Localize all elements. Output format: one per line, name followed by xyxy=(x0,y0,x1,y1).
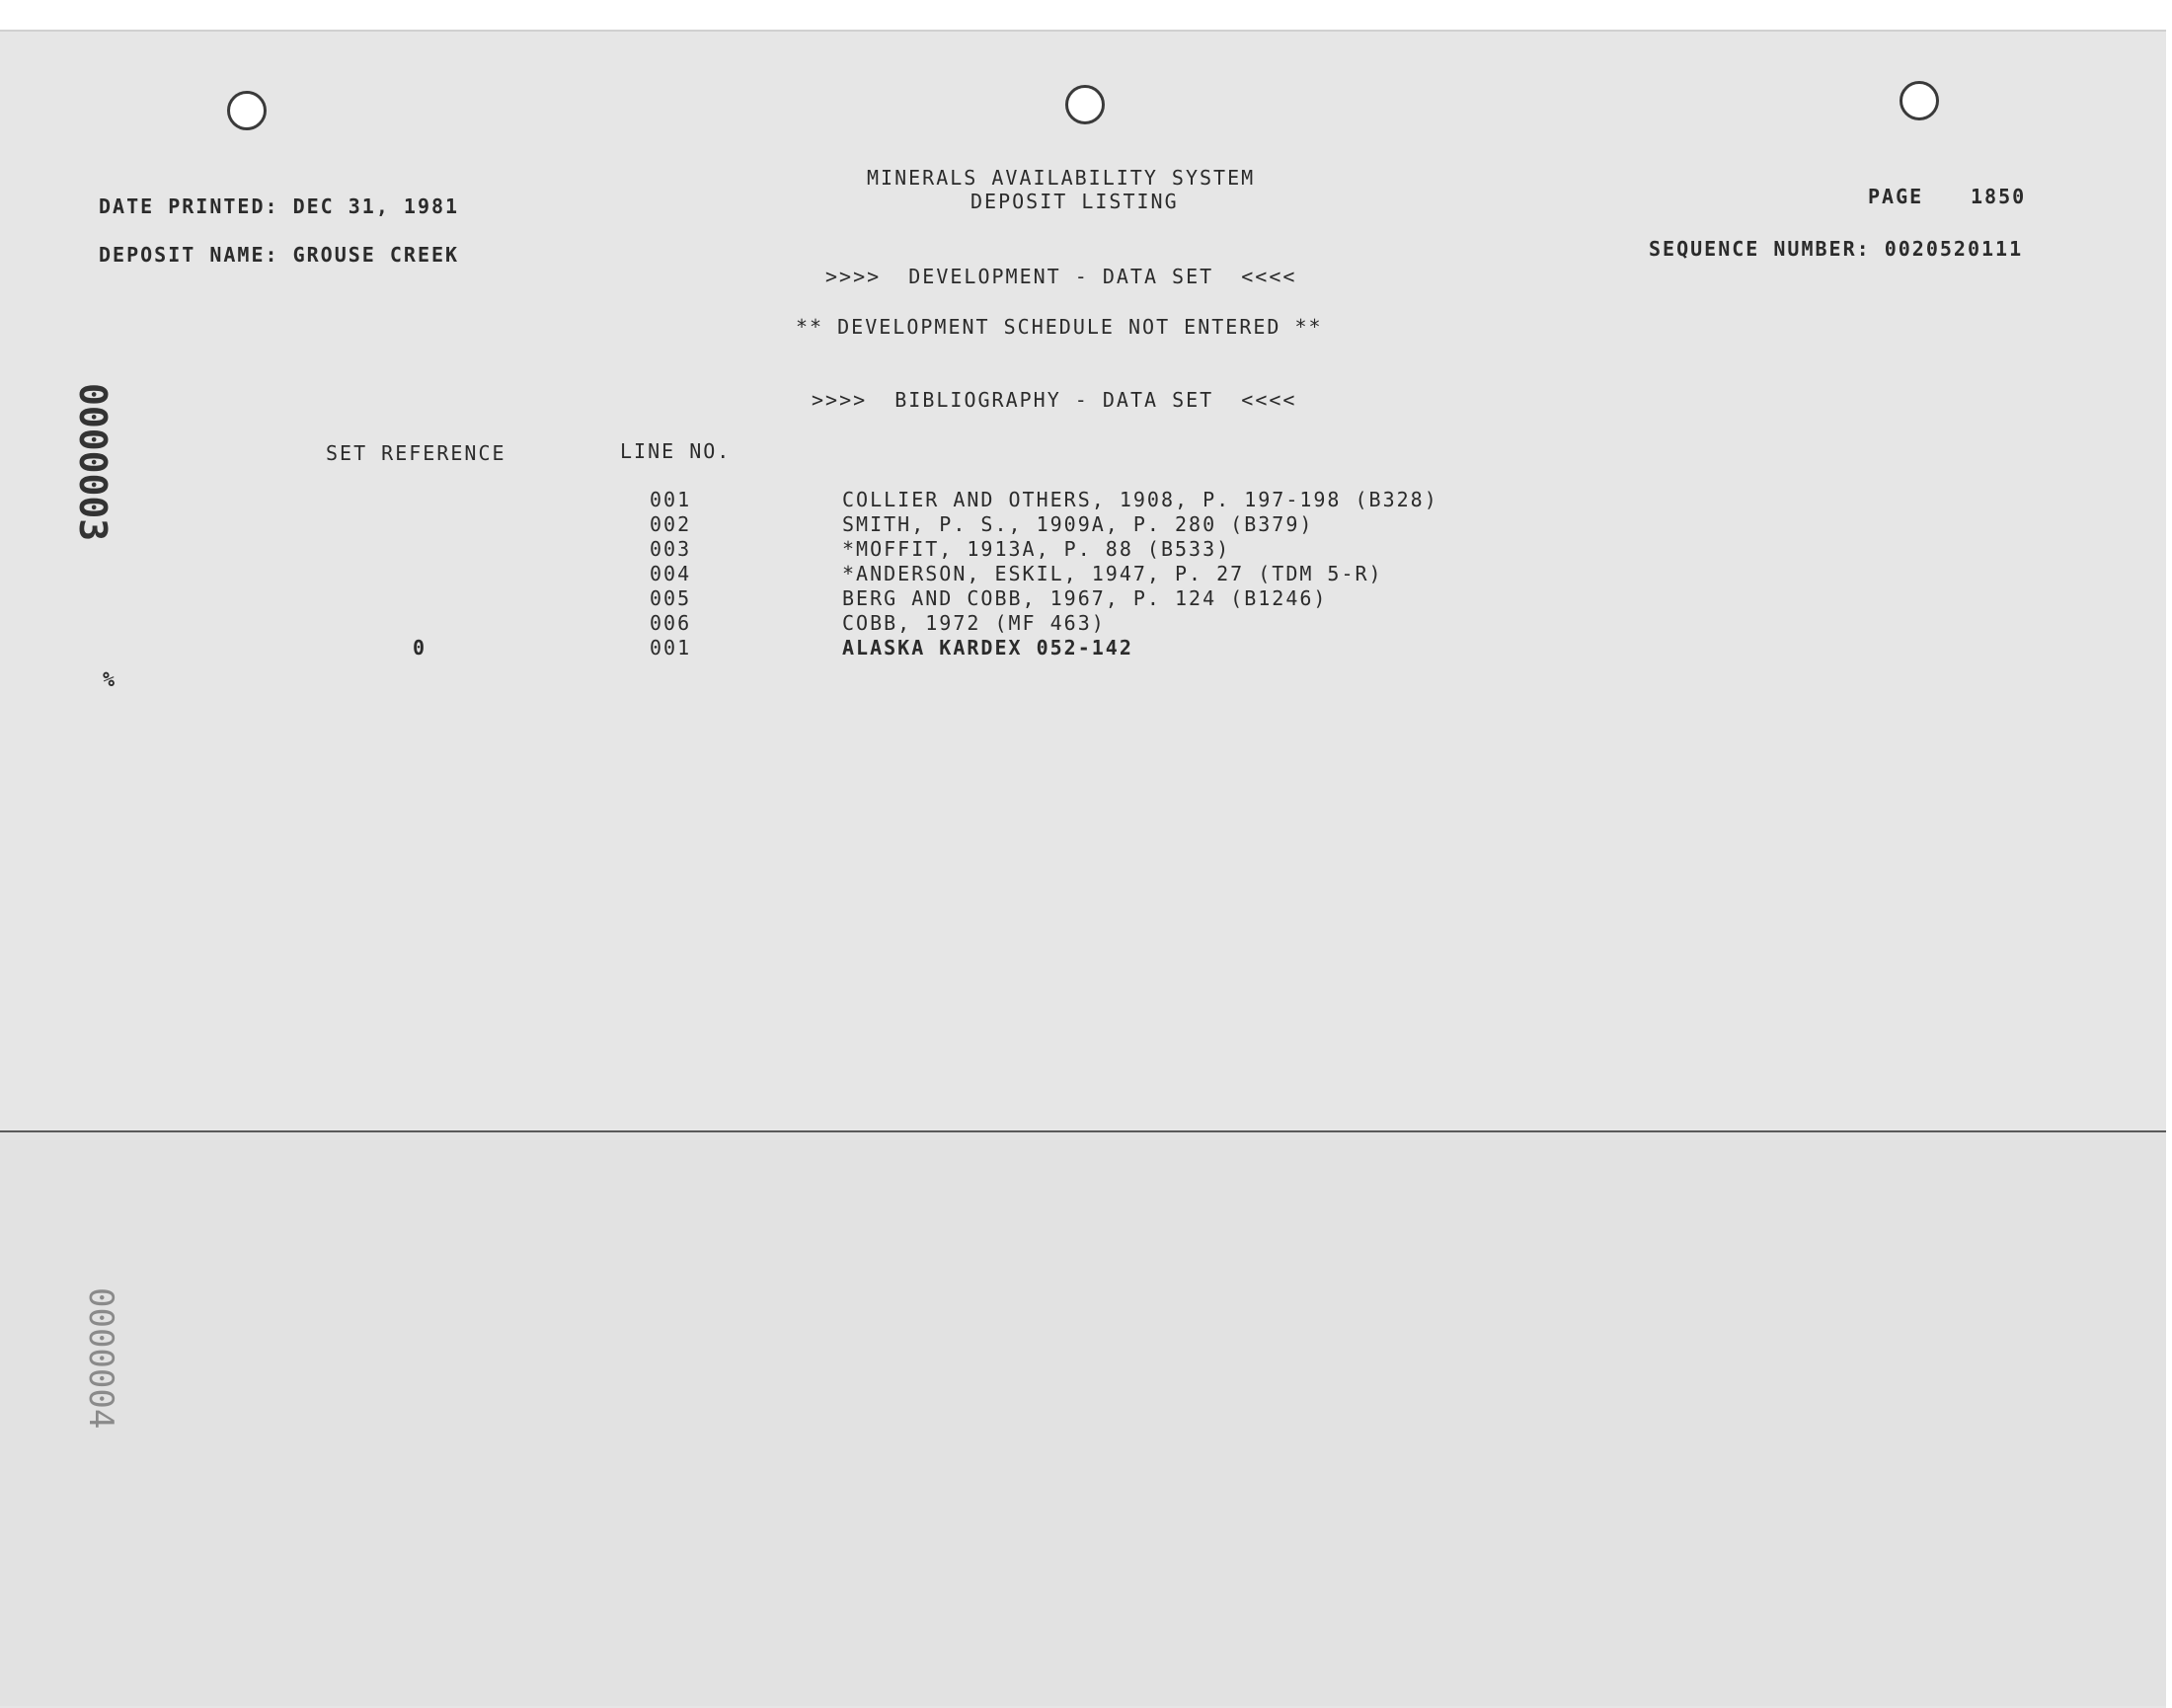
page-number: 1850 xyxy=(1971,185,2027,208)
line-no-cell: 001 xyxy=(650,488,692,511)
development-heading: >>>> DEVELOPMENT - DATA SET <<<< xyxy=(825,265,1297,288)
table-row xyxy=(0,512,2166,538)
deposit-name: DEPOSIT NAME: GROUSE CREEK xyxy=(99,243,460,267)
line-no-cell: 005 xyxy=(650,586,692,610)
citation-cell: *ANDERSON, ESKIL, 1947, P. 27 (TDM 5-R) xyxy=(842,562,1383,585)
table-row xyxy=(0,611,2166,637)
punch-hole-right xyxy=(1900,81,1939,120)
page-label: PAGE xyxy=(1868,185,1924,208)
column-header-line-no: LINE NO. xyxy=(620,439,732,463)
system-title: MINERALS AVAILABILITY SYSTEM xyxy=(867,166,1256,190)
sequence-number: SEQUENCE NUMBER: 0020520111 xyxy=(1649,237,2024,261)
table-row xyxy=(0,537,2166,563)
table-row xyxy=(0,636,2166,661)
bibliography-heading: >>>> BIBLIOGRAPHY - DATA SET <<<< xyxy=(812,388,1297,412)
line-no-cell: 002 xyxy=(650,512,692,536)
citation-cell: SMITH, P. S., 1909A, P. 280 (B379) xyxy=(842,512,1314,536)
citation-cell: ALASKA KARDEX 052-142 xyxy=(842,636,1133,660)
table-row xyxy=(0,586,2166,612)
table-row xyxy=(0,562,2166,587)
column-header-set-reference: SET REFERENCE xyxy=(326,441,506,465)
film-code-upper: 0000003 xyxy=(71,383,115,542)
line-no-cell: 003 xyxy=(650,537,692,561)
citation-cell: *MOFFIT, 1913A, P. 88 (B533) xyxy=(842,537,1231,561)
percent-mark: % xyxy=(103,667,117,691)
page-fold-line xyxy=(0,1130,2166,1132)
line-no-cell: 004 xyxy=(650,562,692,585)
citation-cell: COLLIER AND OTHERS, 1908, P. 197-198 (B328) xyxy=(842,488,1438,511)
lower-page-area xyxy=(0,1132,2166,1706)
set-reference-cell: 0 xyxy=(413,636,426,660)
citation-cell: COBB, 1972 (MF 463) xyxy=(842,611,1106,635)
date-printed: DATE PRINTED: DEC 31, 1981 xyxy=(99,194,460,218)
table-row xyxy=(0,488,2166,513)
citation-cell: BERG AND COBB, 1967, P. 124 (B1246) xyxy=(842,586,1328,610)
punch-hole-center xyxy=(1065,85,1105,124)
line-no-cell: 006 xyxy=(650,611,692,635)
film-code-lower: 0000004 xyxy=(81,1287,120,1430)
development-note: ** DEVELOPMENT SCHEDULE NOT ENTERED ** xyxy=(796,315,1323,339)
listing-title: DEPOSIT LISTING xyxy=(970,190,1179,213)
punch-hole-left xyxy=(227,91,267,130)
line-no-cell: 001 xyxy=(650,636,692,660)
